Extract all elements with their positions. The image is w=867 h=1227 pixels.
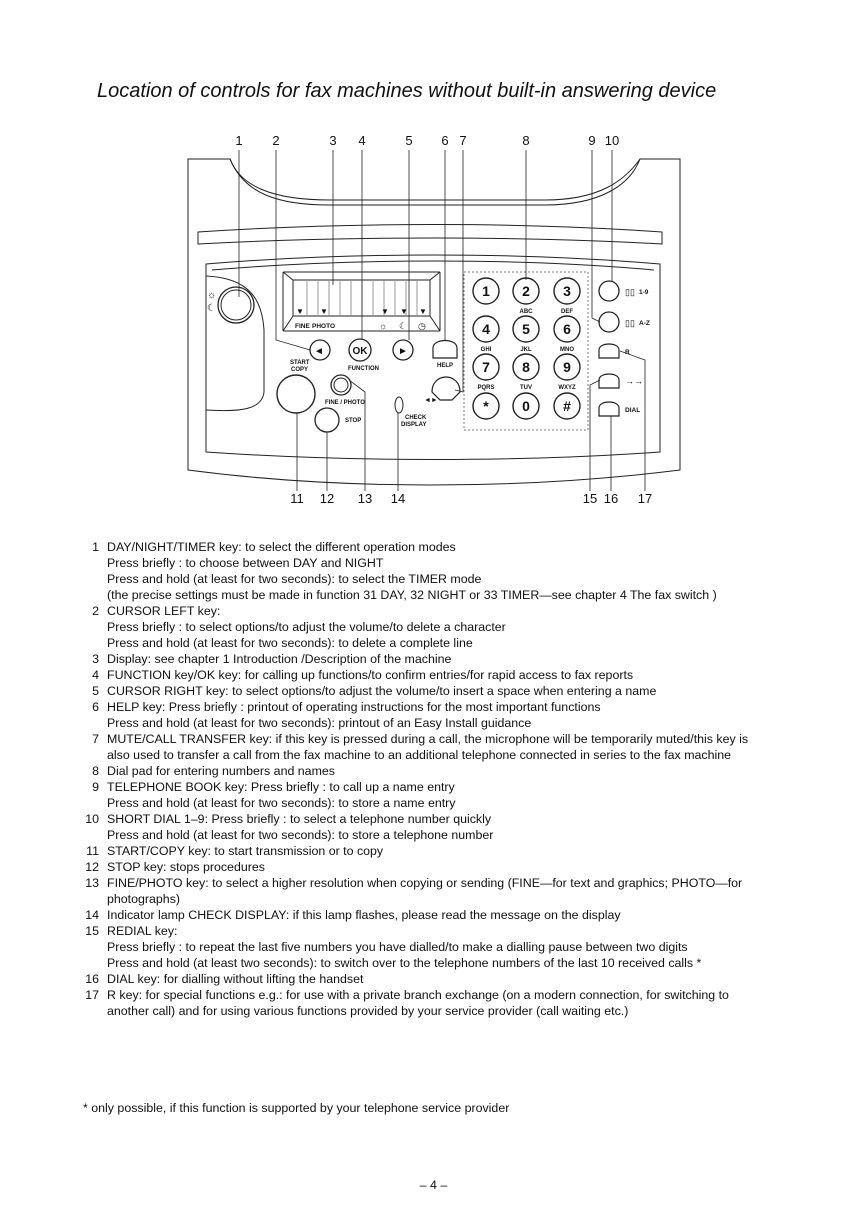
callout-11: 11 [290,491,304,506]
item-number: 17 [85,988,99,1002]
item-line: START/COPY key: to start transmission or to copy [107,844,384,858]
start-label-1: START [290,360,310,366]
item-line: Display: see chapter 1 Introduction /Description of the machine [107,652,452,666]
dial-key-digit: 5 [522,321,530,337]
item-text [107,907,800,923]
item-number: 7 [92,732,99,746]
list-item [80,875,800,907]
item-line: Press and hold (at least two seconds): to switch over to the telephone numbers of the last 10 received calls * [107,956,702,970]
item-line: Dial pad for entering numbers and names [107,764,335,778]
a-z-label: A-Z [639,320,650,327]
item-text [107,843,800,859]
callout-7: 7 [459,133,467,148]
item-line: R key: for special functions e.g.: for use with a private branch exchange (on a modern connection, for switching to [107,988,729,1002]
start-label-2: COPY [291,367,309,373]
dial-key-digit: 2 [522,283,530,299]
help-label: HELP [437,363,454,369]
item-line: Press briefly : to repeat the last five numbers you have dialled/to make a dialling pause between two digits [107,940,688,954]
dial-key-letters: DEF [561,309,573,315]
item-text [107,731,800,763]
dial-key-digit: 0 [522,398,530,414]
item-text [107,971,800,987]
item-number: 13 [85,876,99,890]
svg-text:▼: ▼ [381,307,389,316]
item-text [107,811,800,843]
item-number: 5 [92,684,99,698]
dial-key-letters: MNO [560,347,574,353]
dial-key[interactable] [473,393,499,419]
list-item [80,907,800,923]
dial-key-digit: 1 [482,283,490,299]
item-number: 6 [92,700,99,714]
list-item [80,651,800,667]
item-number: 1 [92,540,99,554]
item-line: photographs) [107,892,181,906]
callout-2: 2 [272,133,280,148]
dial-key[interactable] [554,354,580,391]
dial-key-digit: 4 [482,321,490,337]
item-line: Press briefly : to select options/to adjust the volume/to delete a character [107,620,506,634]
dial-key[interactable] [554,278,580,315]
dial-key-digit: 6 [563,321,571,337]
dial-key[interactable] [513,354,539,391]
callout-6: 6 [441,133,449,148]
dial-key-digit: 7 [482,359,490,375]
callout-4: 4 [358,133,366,148]
list-item [80,923,800,971]
item-line: (the precise settings must be made in function 31 DAY, 32 NIGHT or 33 TIMER—see chapter 4 The fax switch ) [107,588,717,602]
list-item [80,603,800,651]
item-text [107,603,800,651]
item-number: 12 [85,860,99,874]
item-number: 9 [92,780,99,794]
dial-key-letters: ABC [519,309,533,315]
night-indicator-icon: ☾ [399,321,408,331]
item-line: another call) and for using various functions provided by your service provider (call waiting etc.) [107,1004,629,1018]
dial-key-digit: 9 [563,359,571,375]
item-line: SHORT DIAL 1–9: Press briefly : to select a telephone number quickly [107,812,492,826]
item-text [107,667,800,683]
item-line: Press and hold (at least for two seconds): to store a name entry [107,796,456,810]
item-line: Press and hold (at least for two seconds): to select the TIMER mode [107,572,482,586]
item-line: DIAL key: for dialling without lifting the handset [107,972,364,986]
display-fine-label: FINE [295,323,310,330]
callout-17: 17 [637,491,653,506]
dial-key[interactable] [473,316,499,353]
control-descriptions-list [80,539,800,1019]
dial-label: DIAL [625,407,641,414]
ok-key-label: OK [352,346,368,357]
dial-key-digit: * [483,398,489,414]
dial-key-letters: JKL [520,347,532,353]
r-label: R [625,349,630,356]
check-display-label-2: DISPLAY [401,422,427,428]
item-line: DAY/NIGHT/TIMER key: to select the different operation modes [107,540,456,554]
item-line: STOP key: stops procedures [107,860,265,874]
list-item [80,987,800,1019]
dial-key[interactable] [554,393,580,419]
item-text [107,779,800,811]
list-item [80,763,800,779]
page-title: Location of controls for fax machines without built-in answering device [97,80,717,102]
fax-control-panel-diagram [0,0,867,520]
callout-16: 16 [603,491,619,506]
dial-key[interactable] [513,278,539,315]
function-label: FUNCTION [348,366,379,372]
item-text [107,875,800,907]
list-item [80,779,800,811]
list-item [80,667,800,683]
display-photo-label: PHOTO [312,323,335,330]
dial-key-letters: TUV [520,385,532,391]
item-text [107,699,800,731]
item-text [107,539,800,603]
dial-key[interactable] [513,393,539,419]
cursor-right-icon: ► [398,346,408,357]
item-line: CURSOR LEFT key: [107,604,221,618]
item-line: FUNCTION key/OK key: for calling up functions/to confirm entries/for rapid access to fax reports [107,668,634,682]
stop-label: STOP [345,418,362,424]
callout-10: 10 [604,133,620,148]
list-item [80,843,800,859]
page-number: – 4 – [419,1178,448,1192]
dial-key[interactable] [473,354,499,391]
list-item [80,683,800,699]
item-number: 16 [85,972,99,986]
redial-icon: →→ [625,376,643,386]
item-line: Indicator lamp CHECK DISPLAY: if this lamp flashes, please read the message on the display [107,908,621,922]
list-item [80,859,800,875]
footnote: * only possible, if this function is supported by your telephone service provider [83,1101,510,1115]
item-line: Press and hold (at least for two seconds): to store a telephone number [107,828,494,842]
item-line: Press and hold (at least for two seconds): to delete a complete line [107,636,473,650]
svg-text:▼: ▼ [296,307,304,316]
dial-key-digit: # [563,398,571,414]
dial-key-letters: WXYZ [558,385,576,391]
item-line: MUTE/CALL TRANSFER key: if this key is pressed during a call, the microphone will be temporarily muted/this key is [107,732,749,746]
item-line: Press and hold (at least for two seconds): printout of an Easy Install guidance [107,716,532,730]
dial-key[interactable] [554,316,580,353]
moon-icon: ☾ [207,303,216,314]
dial-key[interactable] [473,278,499,304]
mute-icon: ◄► [424,397,438,404]
item-line: REDIAL key: [107,924,178,938]
item-number: 3 [92,652,99,666]
cursor-left-icon: ◄ [314,346,324,357]
item-number: 11 [86,844,99,858]
item-number: 10 [85,812,99,826]
item-number: 14 [85,908,99,922]
callout-12: 12 [319,491,335,506]
callout-13: 13 [357,491,373,506]
callout-15: 15 [582,491,598,506]
dial-key-letters: GHI [480,347,492,353]
check-display-label-1: CHECK [405,415,427,421]
item-number: 2 [92,604,99,618]
item-number: 4 [92,668,99,682]
svg-text:▼: ▼ [320,307,328,316]
callout-9: 9 [588,133,596,148]
item-line: HELP key: Press briefly : printout of operating instructions for the most important functions [107,700,601,714]
list-item [80,539,800,603]
fine-photo-label: FINE / PHOTO [325,400,365,406]
item-line: also used to transfer a call from the fax machine to an additional telephone connected in series to the fax machine [107,748,732,762]
book-icon-2: ▯▯ [625,318,635,328]
svg-text:▼: ▼ [419,307,427,316]
day-indicator-icon: ☼ [379,321,388,331]
item-text [107,987,800,1019]
item-line: CURSOR RIGHT key: to select options/to adjust the volume/to insert a space when entering a name [107,684,657,698]
item-text [107,923,800,971]
callout-5: 5 [405,133,413,148]
item-line: TELEPHONE BOOK key: Press briefly : to call up a name entry [107,780,455,794]
dial-key[interactable] [513,316,539,353]
svg-text:▼: ▼ [400,307,408,316]
dial-key-digit: 3 [563,283,571,299]
list-item [80,731,800,763]
callout-1: 1 [235,133,243,148]
item-number: 8 [92,764,99,778]
dial-pad [473,278,580,419]
timer-indicator-icon: ◷ [418,321,426,331]
sun-icon: ☼ [207,290,217,301]
dial-key-digit: 8 [522,359,530,375]
callout-8: 8 [522,133,530,148]
book-icon-1: ▯▯ [625,287,635,297]
item-line: FINE/PHOTO key: to select a higher resolution when copying or sending (FINE—for text and graphics; PHOTO—for [107,876,743,890]
item-line: Press briefly : to choose between DAY and NIGHT [107,556,384,570]
list-item [80,811,800,843]
short-dial-label: 1-9 [639,289,649,296]
callout-14: 14 [390,491,406,506]
item-number: 15 [85,924,99,938]
item-text [107,683,800,699]
item-text [107,859,800,875]
item-text [107,763,800,779]
item-text [107,651,800,667]
list-item [80,699,800,731]
list-item [80,971,800,987]
callout-3: 3 [329,133,337,148]
dial-key-letters: PQRS [477,385,495,391]
